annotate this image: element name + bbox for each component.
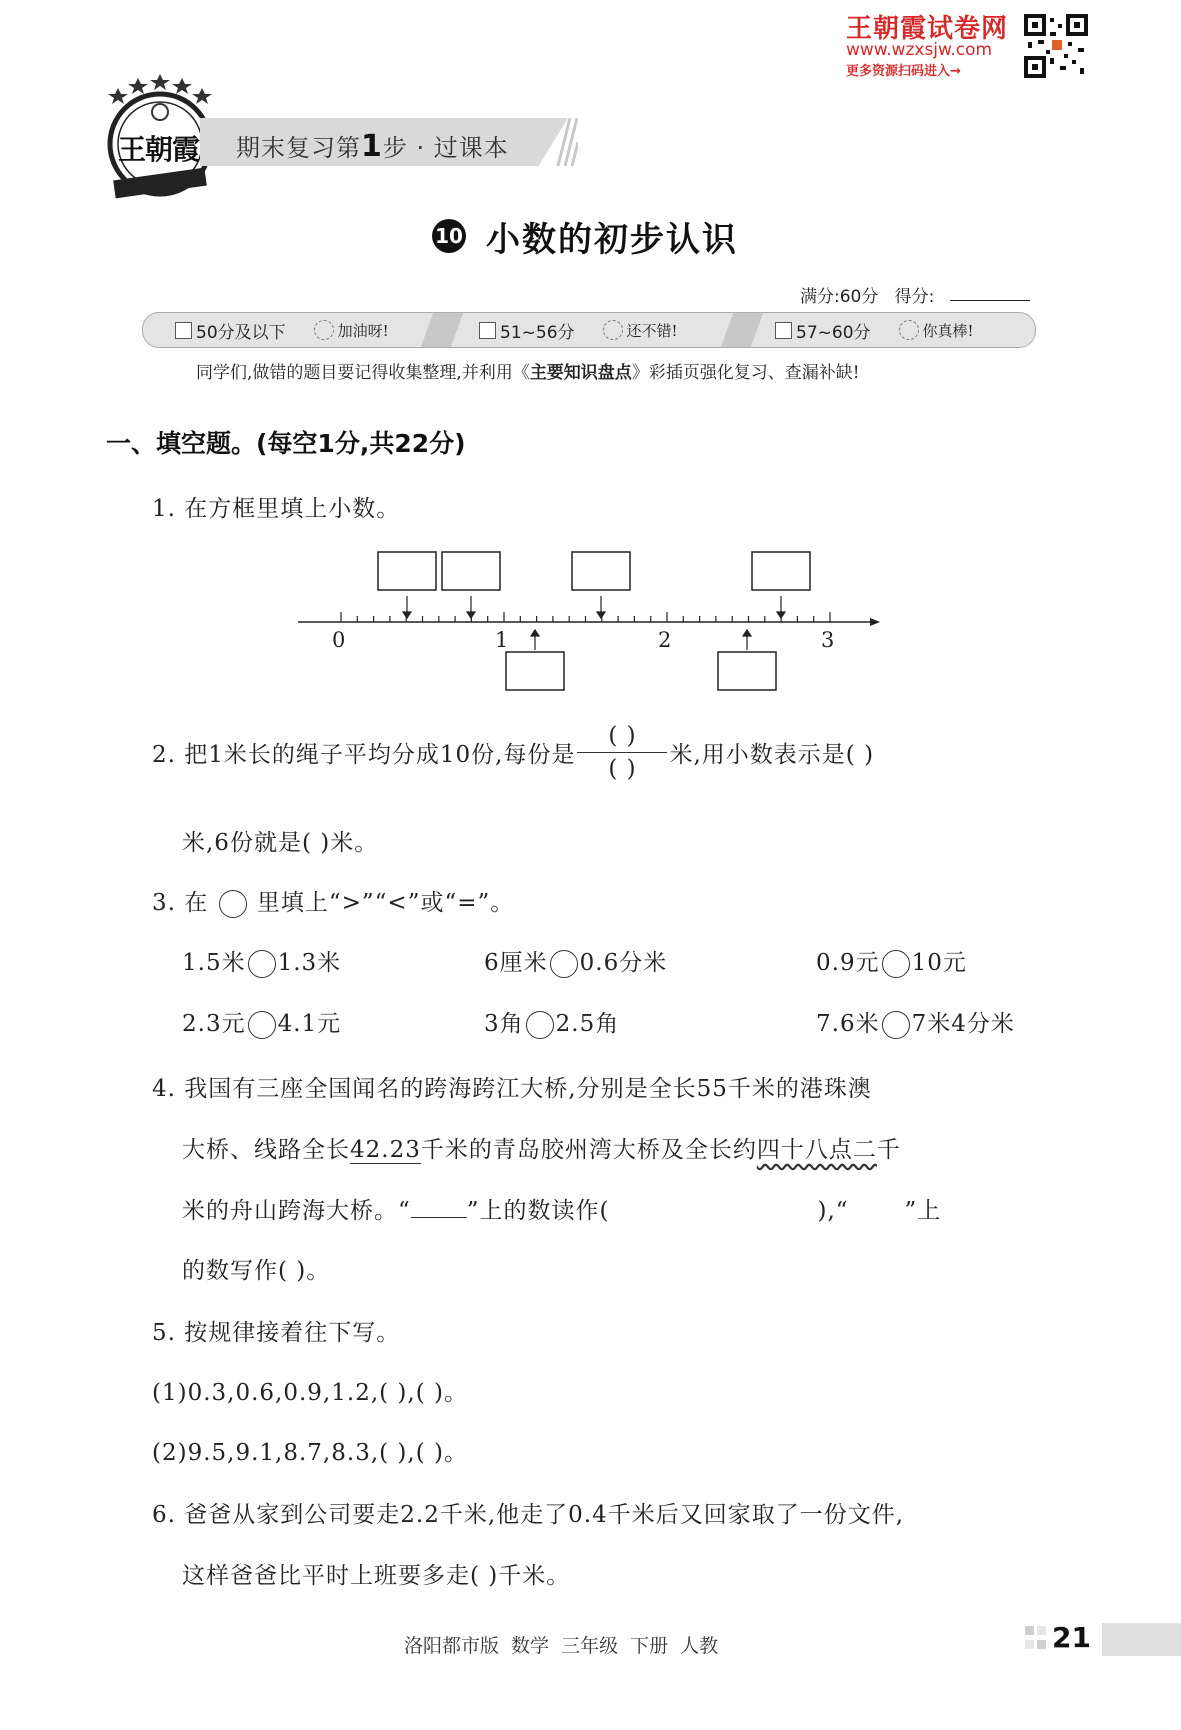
score-line: 满分:60分 得分: [800,287,935,307]
compare-circle[interactable] [550,950,578,978]
rating-bar [142,312,1036,348]
fraction-blank[interactable]: $\frac{( )}{( )}$ [577,720,667,785]
question-3: 3. 在 里填上“>”“<”或“=”。 [152,890,515,916]
question-4: 4. 我国有三座全国闻名的跨海跨江大桥,分别是全长55千米的港珠澳 [152,1076,872,1102]
answer-box[interactable] [378,552,436,590]
compare-item: 7.6米 7米4分米 [816,1011,1015,1037]
question-6-line2: 这样爸爸比平时上班要多走( )千米。 [182,1563,571,1589]
compare-circle[interactable] [882,950,910,978]
section-title: 一、填空题。(每空1分,共22分) [106,429,466,458]
question-2-line2: 米,6份就是( )米。 [182,830,379,856]
compare-item: 2.3元 4.1元 [182,1011,342,1037]
smile-icon [314,320,334,340]
banner-stripes [548,118,578,166]
question-4-line2: 大桥、线路全长42.23千米的青岛胶州湾大桥及全长约四十八点二千 [182,1137,901,1163]
smile-icon [899,320,919,340]
question-5: 5. 按规律接着往下写。 [152,1320,401,1346]
question-6: 6. 爸爸从家到公司要走2.2千米,他走了0.4千米后又回家取了一份文件, [152,1502,905,1528]
answer-box[interactable] [718,652,776,690]
page-number: 21 [1052,1621,1091,1654]
tick-label: 0 [332,628,347,652]
number-line [290,540,880,700]
answer-box[interactable] [506,652,564,690]
compare-circle[interactable] [882,1011,910,1039]
page-decoration [1025,1624,1047,1654]
checkbox-icon[interactable] [775,322,792,339]
question-2: 2. 把1米长的绳子平均分成10份,每份是 $\frac{( )}{( )}$ 米,用小数表示是( ) [152,720,874,785]
answer-box[interactable] [442,552,500,590]
circle-icon [219,890,247,918]
footer-text: 洛阳都市版 数学 三年级 下册 人教 [404,1635,719,1657]
underline-mark [411,1217,467,1218]
rating-item[interactable]: 51~56分 还不错! [479,317,678,343]
brand-url[interactable]: www.wzxsjw.com [846,40,993,60]
banner-text: 期末复习第1步 · 过课本 [236,129,509,164]
checkbox-icon[interactable] [479,322,496,339]
qr-code-icon[interactable] [1024,14,1088,78]
banner-step-number: 1 [361,129,383,164]
answer-box[interactable] [752,552,810,590]
compare-item: 3角 2.5角 [484,1011,620,1037]
checkbox-icon[interactable] [175,322,192,339]
compare-circle[interactable] [248,950,276,978]
logo-text: 王朝霞 [118,133,200,166]
title-number-badge: 10 [432,219,466,253]
rating-item[interactable]: 50分及以下 加油呀! [175,317,389,343]
brand-more-text: 更多资源扫码进入→ [846,64,961,79]
question-5-sub1: (1)0.3,0.6,0.9,1.2,( ),( )。 [152,1380,468,1406]
compare-circle[interactable] [526,1011,554,1039]
page-bar [1102,1623,1181,1656]
notice-text: 同学们,做错的题目要记得收集整理,并利用《主要知识盘点》彩插页强化复习、查漏补缺! [196,363,860,383]
smile-icon [603,320,623,340]
tick-label: 3 [821,628,836,652]
wavy-underlined-text: 四十八点二 [756,1137,877,1163]
tick-label: 1 [495,628,510,652]
question-1: 1. 在方框里填上小数。 [152,496,401,522]
tick-label: 2 [658,628,673,652]
rating-item[interactable]: 57~60分 你真棒! [775,317,974,343]
question-5-sub2: (2)9.5,9.1,8.7,8.3,( ),( )。 [152,1440,468,1466]
compare-item: 6厘米 0.6分米 [484,950,668,976]
page-title: 小数的初步认识 [486,220,738,260]
question-4-line4: 的数写作( )。 [182,1258,331,1284]
answer-box[interactable] [572,552,630,590]
question-4-line3: 米的舟山跨海大桥。“ ”上的数读作( ),“ ”上 [182,1198,942,1224]
brand-name: 王朝霞试卷网 [846,14,1009,44]
wavy-mark [849,1198,905,1224]
underlined-number: 42.23 [350,1137,421,1163]
score-blank[interactable] [950,300,1030,301]
compare-item: 0.9元 10元 [816,950,967,976]
compare-item: 1.5米 1.3米 [182,950,342,976]
compare-circle[interactable] [248,1011,276,1039]
